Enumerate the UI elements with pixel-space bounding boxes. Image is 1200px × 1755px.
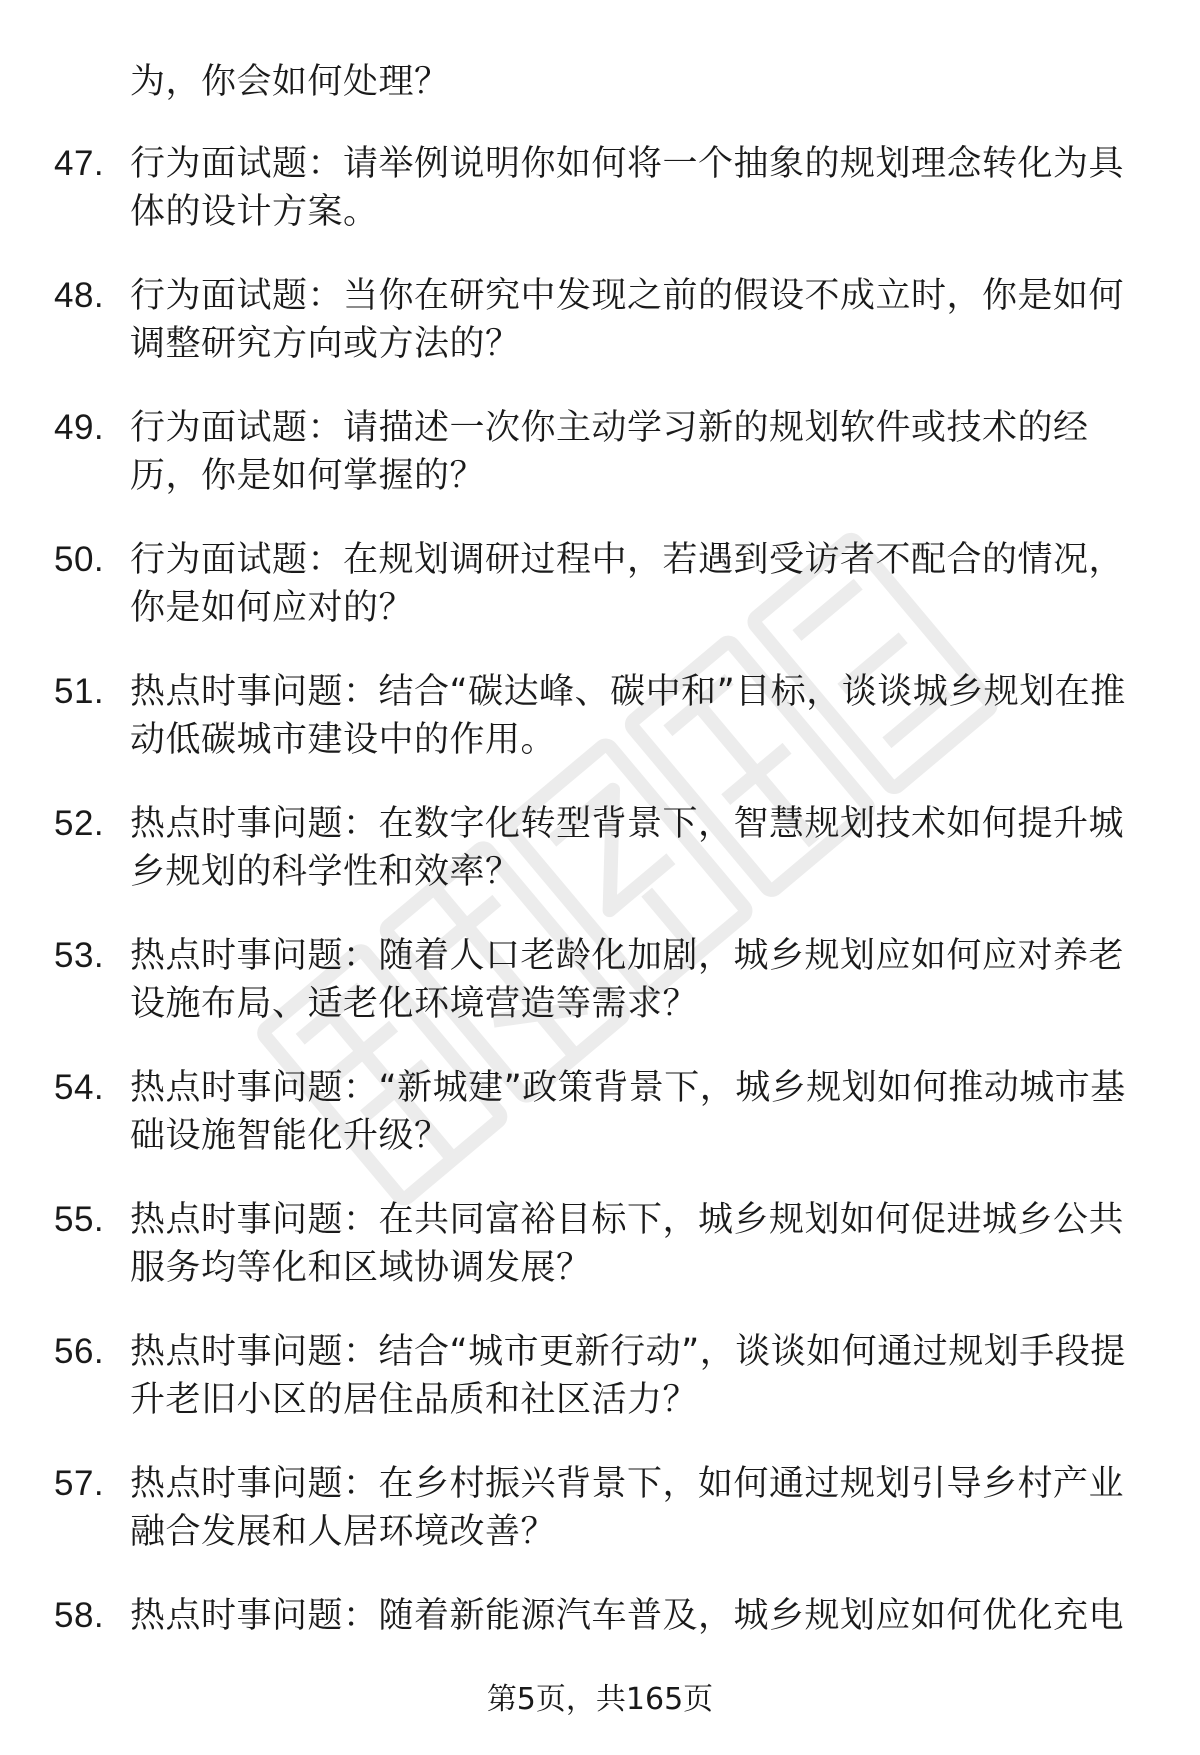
question-text: 热点时事问题：结合“碳达峰、碳中和”目标，谈谈城乡规划在推动低碳城市建设中的作用。 (130, 672, 1126, 760)
question-number: 56. (54, 1332, 105, 1371)
question-number: 50. (54, 540, 105, 579)
question-text: 行为面试题：请举例说明你如何将一个抽象的规划理念转化为具体的设计方案。 (130, 144, 1125, 232)
question-text: 行为面试题：请描述一次你主动学习新的规划软件或技术的经历，你是如何掌握的？ (130, 408, 1089, 496)
question-number: 52. (54, 804, 105, 843)
question-text: 热点时事问题：结合“城市更新行动”，谈谈如何通过规划手段提升老旧小区的居住品质和社区活力？ (130, 1332, 1126, 1420)
question-number: 51. (54, 672, 105, 711)
question-number: 48. (54, 276, 105, 315)
question-text: 热点时事问题：在数字化转型背景下，智慧规划技术如何提升城乡规划的科学性和效率？ (130, 804, 1125, 892)
question-item (0, 1328, 1200, 1424)
question-number: 54. (54, 1068, 105, 1107)
question-item (0, 1460, 1200, 1556)
continued-question (0, 58, 1200, 106)
question-number: 57. (54, 1464, 105, 1503)
question-item (0, 1064, 1200, 1160)
question-item (0, 668, 1200, 764)
question-number: 55. (54, 1200, 105, 1239)
question-text: 热点时事问题：随着新能源汽车普及，城乡规划应如何优化充电 (130, 1596, 1125, 1636)
question-text: 热点时事问题：随着人口老龄化加剧，城乡规划应如何应对养老设施布局、适老化环境营造等需求？ (130, 936, 1125, 1024)
question-item (0, 1196, 1200, 1292)
question-text: 行为面试题：当你在研究中发现之前的假设不成立时，你是如何调整研究方向或方法的？ (130, 276, 1125, 364)
question-number: 49. (54, 408, 105, 447)
question-number: 53. (54, 936, 105, 975)
question-item (0, 1592, 1200, 1640)
question-item (0, 932, 1200, 1028)
page-footer (0, 1680, 1200, 1720)
page-number-label: 第5页，共165页 (486, 1682, 714, 1717)
question-number: 58. (54, 1596, 105, 1635)
question-item (0, 140, 1200, 236)
question-item (0, 272, 1200, 368)
question-list (0, 58, 1200, 1676)
question-text: 热点时事问题：在共同富裕目标下，城乡规划如何促进城乡公共服务均等化和区域协调发展？ (130, 1200, 1125, 1288)
question-text: 热点时事问题：“新城建”政策背景下，城乡规划如何推动城市基础设施智能化升级？ (130, 1068, 1126, 1156)
question-text: 热点时事问题：在乡村振兴背景下，如何通过规划引导乡村产业融合发展和人居环境改善？ (130, 1464, 1125, 1552)
question-item (0, 404, 1200, 500)
question-item (0, 536, 1200, 632)
question-item (0, 800, 1200, 896)
question-text: 行为面试题：在规划调研过程中，若遇到受访者不配合的情况，你是如何应对的？ (130, 540, 1125, 628)
question-number: 47. (54, 144, 105, 183)
continued-question-text: 为，你会如何处理？ (130, 62, 450, 102)
